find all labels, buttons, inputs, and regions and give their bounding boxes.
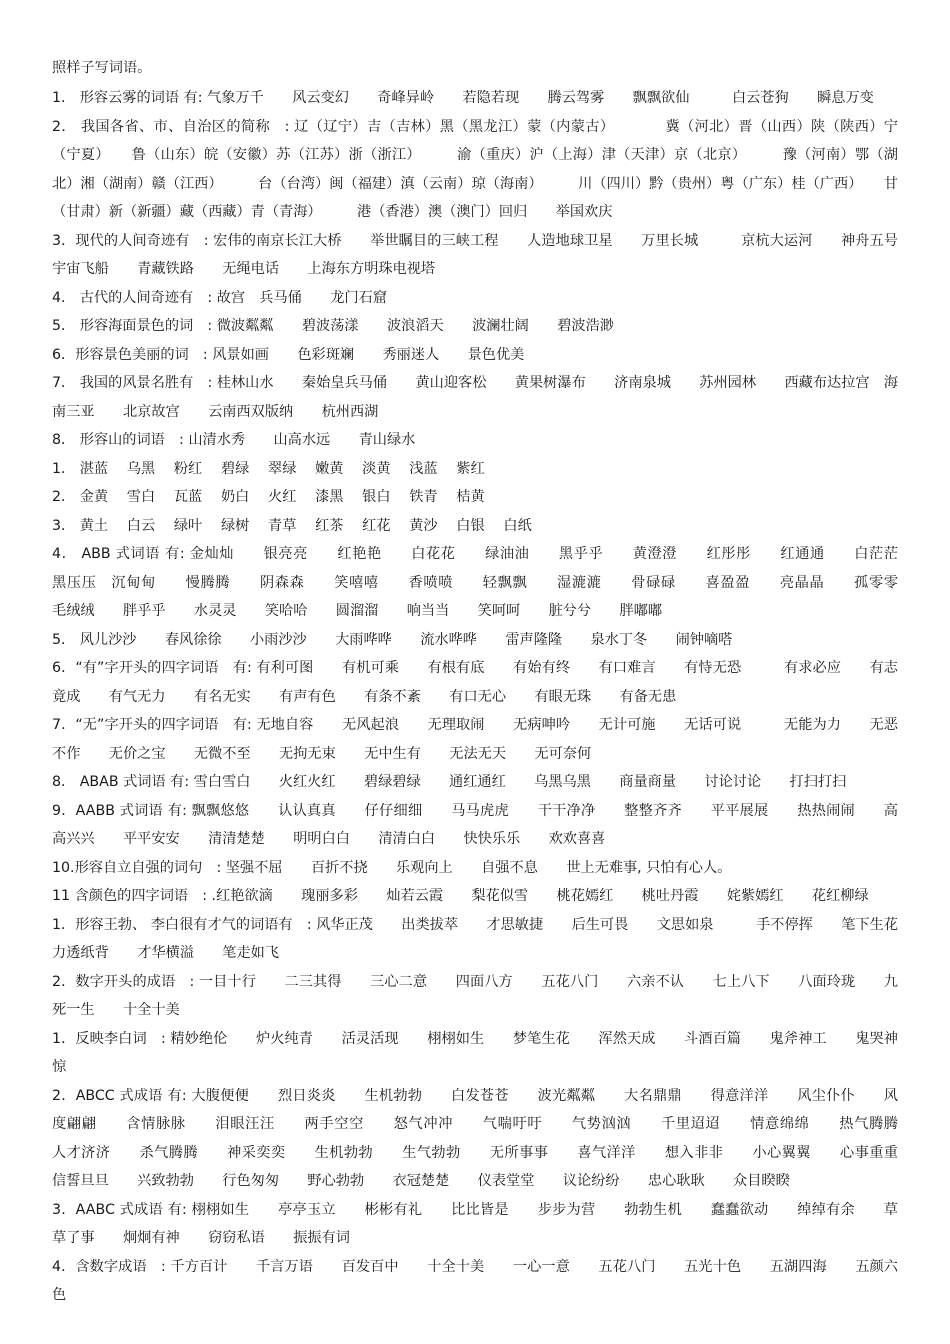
- text-line: 2．ABCC 式成语 有: 大腹便便 烈日炎炎 生机勃勃 白发苍苍 波光粼粼 大名鼎鼎 得意洋洋 风尘仆仆 风度翩翩 含情脉脉 泪眼汪汪 两手空空 怒气冲冲 气喘吁吁 气势汹汹 千里迢迢 情意绵绵 热气腾腾 人才济济 杀气腾腾 神采奕奕 生机勃勃 生气勃勃 无所事事 喜气洋洋 想入非非 小心翼翼 心事重重 信誓旦旦 兴致勃勃 行色匆匆 野心勃勃 衣冠楚楚 仪表堂堂 议论纷纷 忠心耿耿 众目睽睽: [52, 1087, 927, 1189]
- text-line: 4． 古代的人间奇迹有 : 故宫 兵马俑 龙门石窟: [52, 289, 387, 306]
- text-line: 6．“有”字开头的四字词语 有: 有利可图 有机可乘 有根有底 有始有终 有口难言 有恃无恐 有求必应 有志竟成 有气无力 有名无实 有声有色 有条不紊 有口无心 有眼无珠 有备无患: [52, 660, 898, 705]
- text-line: 1． 湛蓝 乌黑 粉红 碧绿 翠绿 嫩黄 淡黄 浅蓝 紫红: [52, 460, 485, 477]
- text-line: 3．AABC 式成语 有: 栩栩如生 亭亭玉立 彬彬有礼 比比皆是 步步为营 勃勃生机 蠢蠢欲动 绰绰有余 草草了事 炯炯有神 窃窃私语 振振有词: [52, 1201, 898, 1246]
- text-line: 8． ABAB 式词语 有: 雪白雪白 火红火红 碧绿碧绿 通红通红 乌黑乌黑 商量商量 讨论讨论 打扫打扫: [52, 774, 847, 790]
- text-line: 7．“无”字开头的四字词语 有: 无地自容 无风起浪 无理取闹 无病呻吟 无计可施 无话可说 无能为力 无恶不作 无价之宝 无微不至 无拘无束 无中生有 无法无天 无可奈何: [52, 717, 898, 762]
- text-line: 4．含数字成语 : 千方百计 千言万语 百发百中 十全十美 一心一意 五花八门 五光十色 五湖四海 五颜六色: [52, 1258, 898, 1303]
- text-line: 5． 形容海面景色的词 : 微波粼粼 碧波荡漾 波浪滔天 波澜壮阔 碧波浩渺: [52, 318, 614, 334]
- text-line: 3． 黄土 白云 绿叶 绿树 青草 红茶 红花 黄沙 白银 白纸: [52, 517, 532, 534]
- text-line: 8． 形容山的词语 : 山清水秀 山高水远 青山绿水: [52, 432, 416, 448]
- word-list: [52, 84, 927, 1310]
- text-line: 2． 金黄 雪白 瓦蓝 奶白 火红 漆黑 银白 铁青 桔黄: [52, 489, 485, 505]
- text-line: 2． 我国各省、市、自治区的简称 : 辽（辽宁）吉（吉林）黑（黑龙江）蒙（内蒙古） 冀（河北）晋（山西）陕（陕西）宁（宁夏） 鲁（山东）皖（安徽）苏（江苏）浙（浙江） 渝（重庆）沪（上海）津（天津）京（北京） 豫（河南）鄂（湖北）湘（湖南）赣（江西） 台（台湾）闽（福建）滇（云南）琼（海南） 川（四川）黔（贵州）粤（广东）桂（广西） 甘（甘肃）新（新疆）藏（西藏）青（青海） 港（香港）澳（澳门）回归 举国欢庆: [52, 118, 898, 220]
- text-line: 7． 我国的风景名胜有 : 桂林山水 秦始皇兵马俑 黄山迎客松 黄果树瀑布 济南泉城 苏州园林 西藏布达拉宫 海南三亚 北京故宫 云南西双版纳 杭州西湖: [52, 375, 898, 420]
- text-line: 5． 风儿沙沙 春风徐徐 小雨沙沙 大雨哗哗 流水哗哗 雷声隆隆 泉水丁冬 闹钟嘀嗒: [52, 631, 733, 648]
- text-line: 3．现代的人间奇迹有 : 宏伟的南京长江大桥 举世瞩目的三峡工程 人造地球卫星 万里长城 京杭大运河 神舟五号宇宙飞船 青藏铁路 无绳电话 上海东方明珠电视塔: [52, 232, 898, 277]
- text-line: 9．AABB 式词语 有: 飘飘悠悠 认认真真 仔仔细细 马马虎虎 干干净净 整整齐齐 平平展展 热热闹闹 高高兴兴 平平安安 清清楚楚 明明白白 清清白白 快快乐乐 欢欢喜喜: [52, 802, 898, 847]
- text-line: 10.形容自立自强的词句 : 坚强不屈 百折不挠 乐观向上 自强不息 世上无难事, 只怕有心人。: [52, 859, 732, 876]
- text-line: 1．形容王勃、 李白很有才气的词语有 : 风华正茂 出类拔萃 才思敏捷 后生可畏 文思如泉 手不停挥 笔下生花 力透纸背 才华横溢 笔走如飞: [52, 916, 927, 961]
- text-line: 11 含颜色的四字词语 : .红艳欲滴 瑰丽多彩 灿若云霞 梨花似雪 桃花嫣红 桃吐丹霞 姹紫嫣红 花红柳绿: [52, 888, 869, 904]
- text-line: 1． 形容云雾的词语 有: 气象万千 风云变幻 奇峰异岭 若隐若现 腾云驾雾 飘飘欲仙 白云苍狗 瞬息万变: [52, 90, 874, 106]
- text-line: 1．反映李白词 : 精妙绝伦 炉火纯青 活灵活现 栩栩如生 梦笔生花 浑然天成 斗酒百篇 鬼斧神工 鬼哭神惊: [52, 1030, 898, 1075]
- intro-line: 照样子写词语。: [52, 60, 152, 76]
- text-line: 2．数字开头的成语 : 一目十行 二三其得 三心二意 四面八方 五花八门 六亲不认 七上八下 八面玲珑 九死一生 十全十美: [52, 973, 898, 1018]
- text-line: 4． ABB 式词语 有: 金灿灿 银亮亮 红艳艳 白花花 绿油油 黑乎乎 黄澄澄 红彤彤 红通通 白茫茫 黑压压 沉甸甸 慢腾腾 阴森森 笑嘻嘻 香喷喷 轻飘飘 湿漉漉 骨碌碌 喜盈盈 亮晶晶 孤零零 毛绒绒 胖乎乎 水灵灵 笑哈哈 圆溜溜 响当当 笑呵呵 脏兮兮 胖嘟嘟: [52, 546, 927, 619]
- text-line: 6．形容景色美丽的词 : 风景如画 色彩斑斓 秀丽迷人 景色优美: [52, 346, 525, 363]
